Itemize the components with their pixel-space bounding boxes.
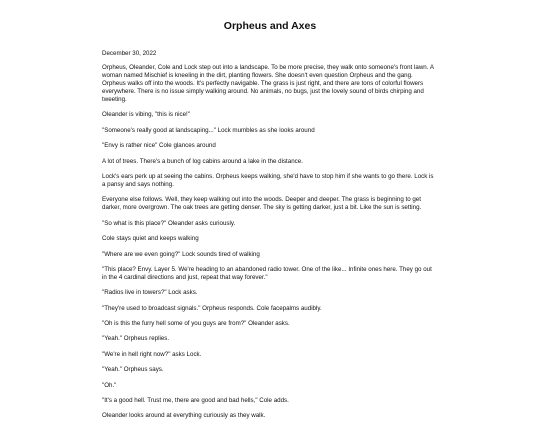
paragraph: "Yeah." Orpheus says. [102, 366, 164, 374]
paragraph: "We're in hell right now?" asks Lock. [102, 350, 202, 358]
paragraph: Cole stays quiet and keeps walking [102, 235, 199, 243]
document-date: December 30, 2022 [102, 50, 157, 57]
document-page [0, 20, 540, 425]
paragraph: "It's a good hell. Trust me, there are good and bad hells," Cole adds. [102, 397, 289, 405]
paragraph: Oleander is vibing, "this is nice!" [102, 111, 190, 119]
document-title: Orpheus and Axes [223, 20, 317, 32]
paragraph: A lot of trees. There's a bunch of log cabins around a lake in the distance. [102, 157, 303, 165]
paragraph: "Yeah." Orpheus replies. [102, 335, 170, 343]
paragraph: Oleander looks around at everything curiously as they walk. [102, 412, 266, 420]
paragraph: "Envy is rather nice" Cole glances around [102, 142, 216, 150]
paragraph: "Where are we even going?" Lock sounds tired of walking [102, 250, 260, 258]
document-body [102, 64, 438, 420]
paragraph: Orpheus, Oleander, Cole and Lock step out into a landscape. To be more precise, they walk onto someone's front lawn. A woman named Mischief is kneeling in the dirt, planting flowers. She doesn't even question Orpheus and the gang. Orpheus walks off into the woods. It's perfectly navigable. The grass is just right, and there are tons of colorful flowers everywhere. There is no issue simply walking around. No animals, no bugs, just the lovely sound of birds chirping and tweeting. [102, 64, 434, 103]
paragraph: Lock's ears perk up at seeing the cabins. Orpheus keeps walking, she'd have to stop him if she wants to go there. Lock is a pansy and says nothing. [102, 172, 434, 188]
paragraph: "This place? Envy. Layer 5. We're heading to an abandoned radio tower. One of the like... Infinite ones here. They go out in the 4 cardinal directions and just, repeat that way forever." [102, 265, 432, 281]
paragraph: "So what is this place?" Oleander asks curiously. [102, 219, 236, 227]
paragraph: "Oh." [102, 381, 117, 389]
paragraph: "Radios live in towers?" Lock asks. [102, 289, 198, 297]
paragraph: "Oh is this the furry hell some of you guys are from?" Oleander asks. [102, 320, 290, 328]
paragraph: "They're used to broadcast signals." Orpheus responds. Cole facepalms audibly. [102, 304, 322, 312]
paragraph: Everyone else follows. Well, they keep walking out into the woods. Deeper and deeper. The grass is beginning to get darker, more overgrown. The oak trees are getting denser. The sky is getting darker, just a bit. Like the sun is setting. [102, 196, 422, 212]
paragraph: "Someone's really good at landscaping..." Lock mumbles as she looks around [102, 126, 315, 134]
